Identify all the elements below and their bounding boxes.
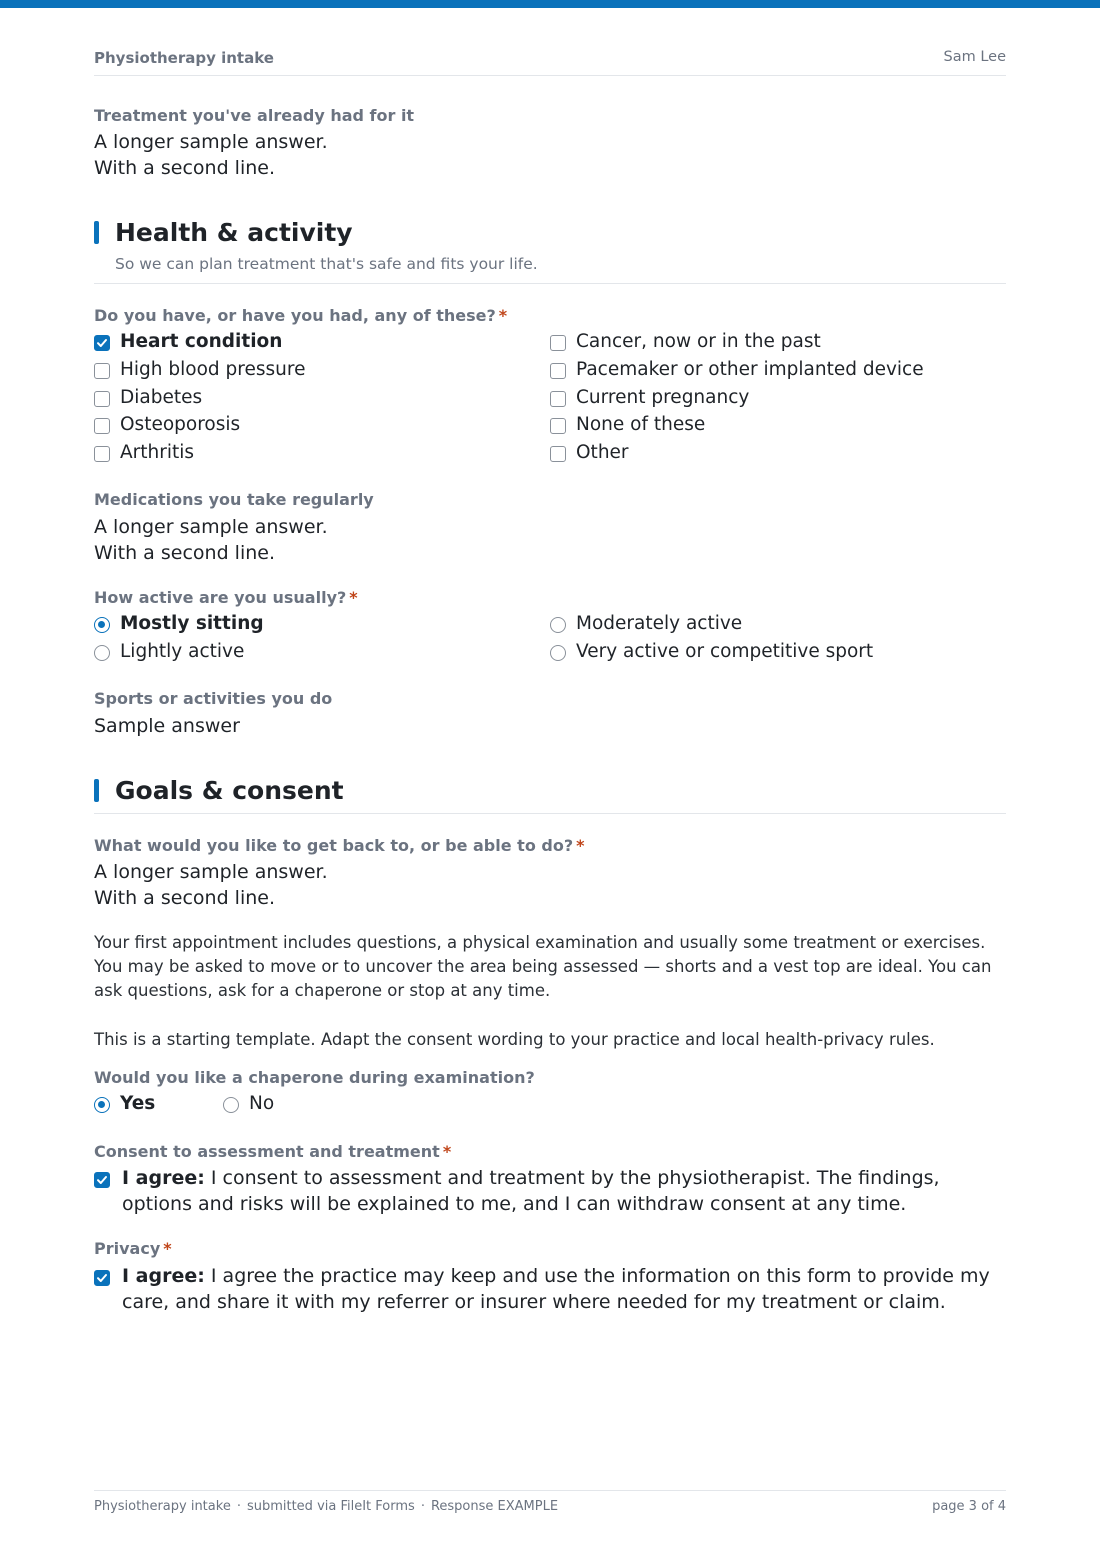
footer-submitted-via: submitted via FileIt Forms [246,1499,415,1514]
agree-body: I agree the practice may keep and use the information on this form to provide my care, and share it with my referrer or insurer where needed for my treatment or claim. [122,1265,990,1313]
page-number: page 3 of 4 [932,1499,1006,1514]
footer-info [94,1499,558,1514]
section-divider [94,283,1006,284]
radio-unselected[interactable] [550,645,566,661]
check-icon [96,337,108,349]
checkbox-unchecked[interactable] [94,363,110,379]
checkbox-unchecked[interactable] [94,418,110,434]
checkbox-unchecked[interactable] [550,446,566,462]
required-marker: * [576,836,585,855]
condition-option-label: Heart condition [120,331,283,352]
consent-treatment-label: Consent to assessment and treatment * [94,1142,452,1161]
section-goals-consent [94,776,1006,816]
form-title: Physiotherapy intake [94,49,274,67]
section-divider [94,813,1006,814]
condition-option-label: Pacemaker or other implanted device [576,358,924,380]
footer-separator: · [420,1499,425,1514]
activity-level-option-label: Mostly sitting [120,613,264,634]
section-accent-bar [94,779,99,802]
section-accent-bar [94,221,99,244]
chaperone-label: Would you like a chaperone during examination? [94,1068,535,1087]
required-marker: * [498,306,508,325]
radio-unselected[interactable] [94,645,110,661]
activity-level-option-label: Very active or competitive sport [576,641,874,662]
radio-selected[interactable] [94,1097,110,1113]
radio-unselected[interactable] [550,617,566,633]
condition-option-label: Other [576,442,629,463]
section-subtitle: So we can plan treatment that's safe and fits your life. [115,255,538,273]
required-marker: * [442,1142,452,1161]
treatment-already-answer: A longer sample answer. With a second line. [94,131,328,179]
consent-treatment-checkbox[interactable] [94,1172,110,1188]
goals-label: What would you like to get back to, or be able to do? * [94,836,585,855]
template-note: This is a starting template. Adapt the consent wording to your practice and local health-privacy rules. [94,1030,935,1049]
activity-level-option-label: Moderately active [576,613,743,634]
required-marker: * [163,1239,172,1258]
condition-option-label: Diabetes [120,386,203,408]
footer-response-id: Response EXAMPLE [430,1499,559,1514]
checkbox-unchecked[interactable] [550,363,566,379]
check-icon [96,1174,108,1186]
page-header [94,48,1006,76]
agree-body: I consent to assessment and treatment by the physiotherapist. The findings, options and risks will be explained to me, and I can withdraw consent at any time. [122,1167,940,1215]
activity-level-label: How active are you usually? * [94,588,358,607]
section-health-activity [94,218,1006,284]
checkbox-unchecked[interactable] [550,418,566,434]
condition-option-label: Osteoporosis [120,414,241,436]
checkbox-unchecked[interactable] [550,335,566,351]
condition-option-label: Cancer, now or in the past [576,331,821,352]
footer-separator: · [236,1499,241,1514]
checkbox-unchecked[interactable] [94,391,110,407]
check-icon [96,1272,108,1284]
medications-label: Medications you take regularly [94,490,374,509]
checkbox-unchecked[interactable] [550,391,566,407]
agree-prefix: I agree: [122,1167,205,1189]
privacy-checkbox[interactable] [94,1270,110,1286]
sports-label: Sports or activities you do [94,689,333,708]
conditions-label: Do you have, or have you had, any of these? * [94,306,508,325]
top-accent-bar [0,0,1100,8]
appointment-info-paragraph: Your first appointment includes questions, a physical examination and usually some treatment or exercises. You may be asked to move or to uncover the area being assessed — shorts and a vest top are ideal. You can ask questions, ask for a chaperone or stop at any time. [94,933,992,1000]
checkbox-checked[interactable] [94,335,110,351]
checkbox-unchecked[interactable] [94,446,110,462]
respondent-name: Sam Lee [943,49,1006,65]
privacy-text [122,1263,1006,1315]
condition-option-label: Arthritis [120,442,195,463]
required-marker: * [349,588,358,607]
radio-selected[interactable] [94,617,110,633]
page-footer [94,1490,1006,1520]
consent-treatment-agreement[interactable] [94,1165,1006,1217]
agree-prefix: I agree: [122,1265,205,1287]
consent-treatment-text [122,1165,1006,1217]
privacy-label: Privacy * [94,1239,172,1258]
activity-level-option-label: Lightly active [120,641,245,662]
condition-option-label: Current pregnancy [576,386,750,408]
radio-unselected[interactable] [223,1097,239,1113]
section-title: Goals & consent [115,776,344,805]
goals-answer: A longer sample answer. With a second line. [94,861,328,909]
footer-form-name: Physiotherapy intake [94,1499,231,1514]
section-title: Health & activity [115,218,353,247]
medications-answer: A longer sample answer. With a second line. [94,516,328,564]
condition-option-label: None of these [576,414,706,436]
condition-option-label: High blood pressure [120,358,306,380]
privacy-agreement[interactable] [94,1263,1006,1315]
sports-answer: Sample answer [94,715,240,737]
treatment-already-label: Treatment you've already had for it [94,106,415,125]
